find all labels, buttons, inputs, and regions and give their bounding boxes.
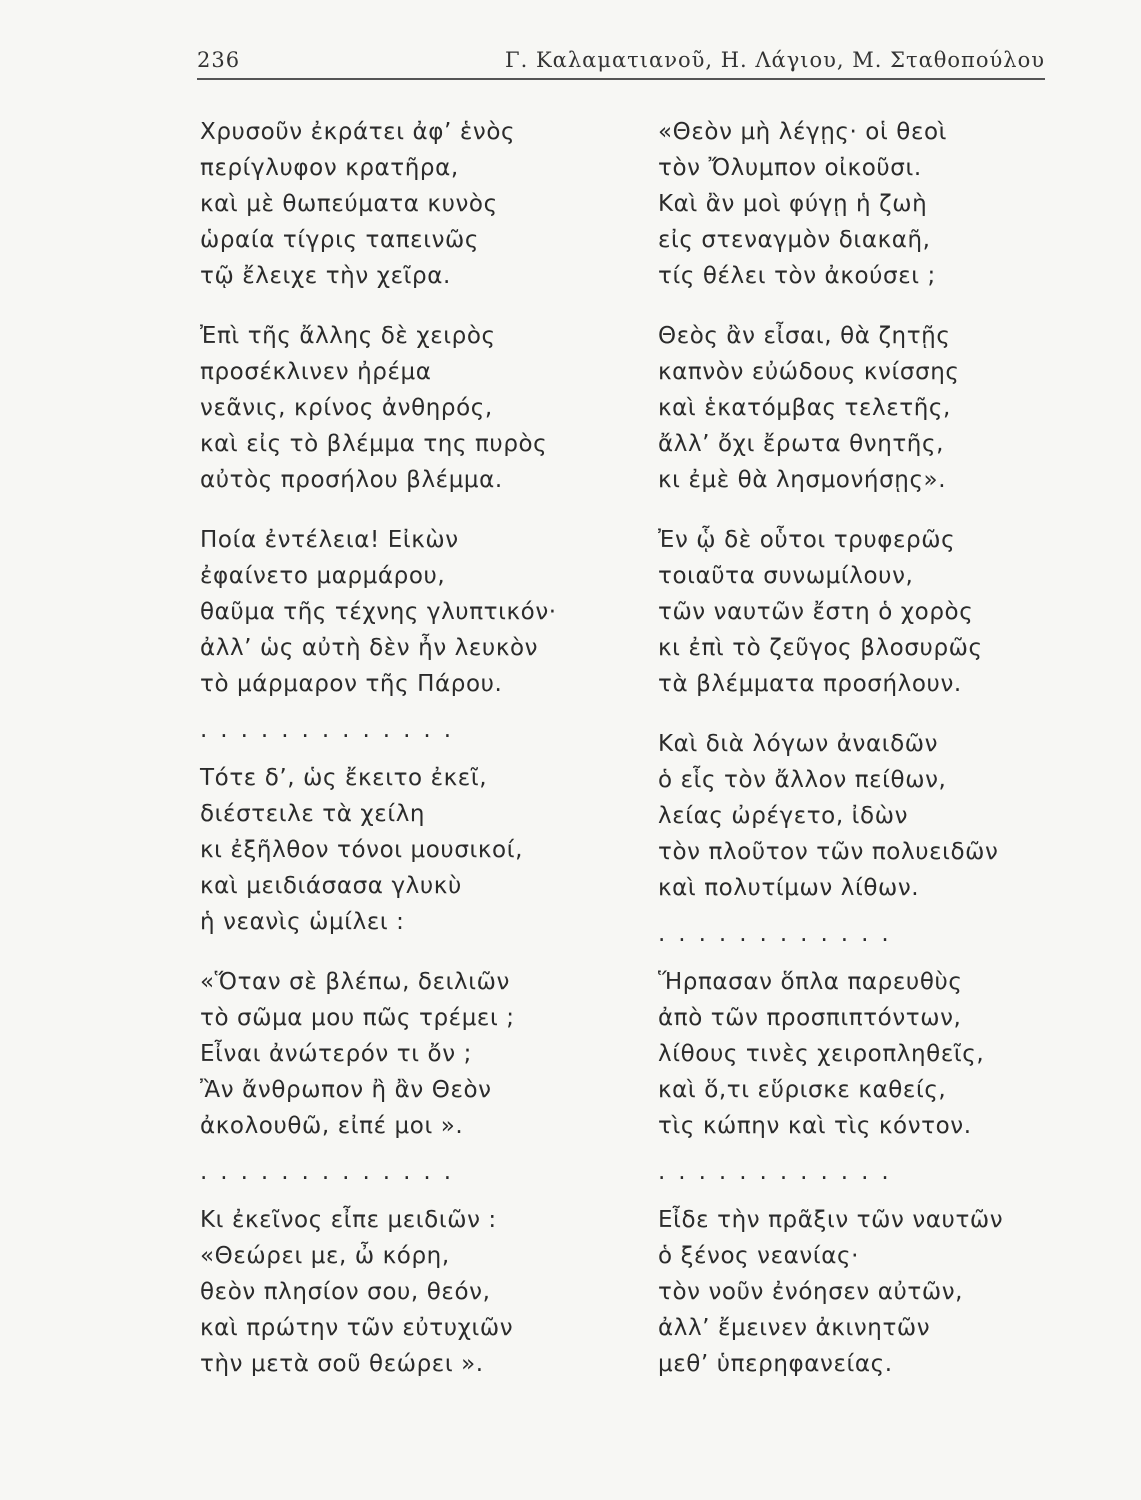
verse-line: τὰ βλέμματα προσήλουν. [658,671,962,697]
verse-line: καὶ ἑκατόμβας τελετῆς, [658,395,951,421]
stanza [200,760,557,940]
verse-line: Εἶδε τὴν πρᾶξιν τῶν ναυτῶν [658,1207,1004,1233]
verse-line: Καὶ διὰ λόγων ἀναιδῶν [658,731,939,757]
verse-line: «Θεὸν μὴ λέγῃς· οἱ θεοὶ [658,119,948,145]
stanza [658,1202,1003,1382]
ellipsis-separator: ............. [200,717,465,743]
verse-line: Ἐν ᾧ δὲ οὗτοι τρυφερῶς [658,527,956,553]
verse-line: Ἥρπασαν ὅπλα παρευθὺς [658,969,963,995]
verse-line: νεᾶνις, κρίνος ἀνθηρός, [200,395,493,421]
verse-line: τῷ ἔλειχε τὴν χεῖρα. [200,263,451,289]
verse-line: ἀλλ’ ἔμεινεν ἀκινητῶν [658,1315,931,1341]
verse-line: κι ἐμὲ θὰ λησμονήσῃς». [658,467,947,493]
left-column [200,114,557,1406]
verse-line: εἰς στεναγμὸν διακαῆ, [658,227,931,253]
verse-line: τὶς κώπην καὶ τὶς κόντον. [658,1113,972,1139]
verse-line: καὶ εἰς τὸ βλέμμα της πυρὸς [200,431,548,457]
verse-line: κι ἐξῆλθον τόνοι μουσικοί, [200,837,524,863]
stanza [658,964,1003,1144]
stanza [658,726,1003,906]
verse-line: Ἐπὶ τῆς ἄλλης δὲ χειρὸς [200,323,496,349]
verse-line: Χρυσοῦν ἐκράτει ἀφ’ ἑνὸς [200,119,516,145]
verse-line: τὸν Ὄλυμπον οἰκοῦσι. [658,155,922,181]
page-header [197,44,1045,80]
verse-line: ἐφαίνετο μαρμάρου, [200,563,446,589]
verse-line: ἀλλ’ ὡς αὐτὴ δὲν ἦν λευκὸν [200,635,539,661]
verse-line: τὸν νοῦν ἐνόησεν αὐτῶν, [658,1279,964,1305]
ellipsis-separator: ............. [200,1159,465,1185]
verse-line: καὶ πρώτην τῶν εὐτυχιῶν [200,1315,514,1341]
stanza [658,114,1003,294]
page-number: 236 [197,48,241,72]
verse-line: «Ὅταν σὲ βλέπω, δειλιῶν [200,969,510,995]
verse-line: Ποία ἐντέλεια! Εἰκὼν [200,527,459,553]
verse-line: Κι ἐκεῖνος εἶπε μειδιῶν : [200,1207,497,1233]
verse-line: τίς θέλει τὸν ἀκούσει ; [658,263,936,289]
verse-line: μεθ’ ὑπερηφανείας. [658,1351,893,1377]
stanza [200,318,557,498]
verse-line: Τότε δ’, ὡς ἔκειτο ἐκεῖ, [200,765,488,791]
verse-line: καὶ μειδιάσασα γλυκὺ [200,873,462,899]
stanza [200,522,557,702]
verse-line: λείας ὠρέγετο, ἰδὼν [658,803,909,829]
verse-line: ἀκολουθῶ, εἰπέ μοι ». [200,1113,464,1139]
verse-line: τὸ σῶμα μου πῶς τρέμει ; [200,1005,515,1031]
verse-line: κι ἐπὶ τὸ ζεῦγος βλοσυρῶς [658,635,983,661]
verse-line: θαῦμα τῆς τέχνης γλυπτικόν· [200,599,557,625]
verse-line: Καὶ ἂν μοὶ φύγῃ ἡ ζωὴ [658,191,928,217]
stanza [200,964,557,1144]
verse-line: τὴν μετὰ σοῦ θεώρει ». [200,1351,484,1377]
verse-line: διέστειλε τὰ χείλη [200,801,426,827]
verse-line: καπνὸν εὐώδους κνίσσης [658,359,960,385]
verse-line: αὐτὸς προσήλου βλέμμα. [200,467,503,493]
stanza [200,114,557,294]
right-column [658,114,1003,1406]
verse-line: «Θεώρει με, ὦ κόρη, [200,1243,450,1269]
verse-line: τὸν πλοῦτον τῶν πολυειδῶν [658,839,999,865]
running-head: Γ. Καλαματιανοῦ, Η. Λάγιου, Μ. Σταθοπούλου [505,48,1045,72]
verse-line: ὡραία τίγρις ταπεινῶς [200,227,479,253]
verse-line: τῶν ναυτῶν ἔστη ὁ χορὸς [658,599,974,625]
verse-line: τοιαῦτα συνωμίλουν, [658,563,914,589]
ellipsis-separator: ............ [658,921,902,947]
verse-line: καὶ πολυτίμων λίθων. [658,875,920,901]
verse-line: τὸ μάρμαρον τῆς Πάρου. [200,671,503,697]
verse-line: Θεὸς ἂν εἶσαι, θὰ ζητῇς [658,323,951,349]
verse-line: ἀπὸ τῶν προσπιπτόντων, [658,1005,962,1031]
stanza [200,1202,557,1382]
verse-line: ἄλλ’ ὄχι ἔρωτα θνητῆς, [658,431,944,457]
verse-line: ὁ ξένος νεανίας· [658,1243,860,1269]
verse-line: Εἶναι ἀνώτερόν τι ὄν ; [200,1041,472,1067]
verse-line: ὁ εἷς τὸν ἄλλον πείθων, [658,767,947,793]
verse-line: θεὸν πλησίον σου, θεόν, [200,1279,491,1305]
verse-line: ἡ νεανὶς ὡμίλει : [200,909,405,935]
ellipsis-separator: ............ [658,1159,902,1185]
verse-line: Ἂν ἄνθρωπον ἢ ἂν Θεὸν [200,1077,492,1103]
verse-line: περίγλυφον κρατῆρα, [200,155,459,181]
verse-line: προσέκλινεν ἠρέμα [200,359,432,385]
verse-line: καὶ μὲ θωπεύματα κυνὸς [200,191,498,217]
stanza [658,318,1003,498]
stanza [658,522,1003,702]
verse-line: καὶ ὅ,τι εὕρισκε καθείς, [658,1077,947,1103]
verse-line: λίθους τινὲς χειροπληθεῖς, [658,1041,985,1067]
